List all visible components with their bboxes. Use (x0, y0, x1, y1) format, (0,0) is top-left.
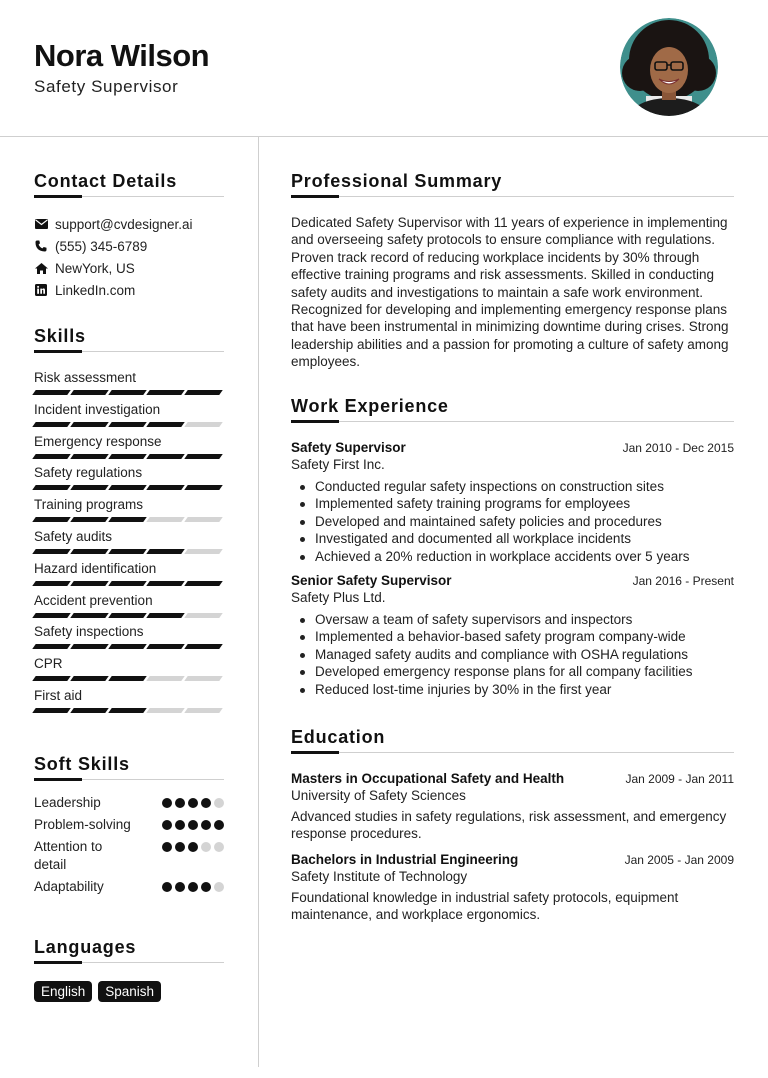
skill-level-bar (34, 644, 224, 649)
skill-level-segment (108, 613, 147, 618)
skill-level-segment (70, 390, 109, 395)
soft-skill-item (34, 878, 224, 896)
skill-level-segment (70, 613, 109, 618)
skill-level-segment (70, 581, 109, 586)
list-item: Managed safety audits and compliance with OSHA regulations (291, 646, 734, 663)
skill-item (34, 653, 224, 685)
skill-level-segment (70, 708, 109, 713)
skill-name: Safety inspections (34, 624, 144, 640)
contact-linkedin-text: LinkedIn.com (55, 282, 136, 298)
rating-dot (175, 882, 185, 892)
skill-item (34, 526, 224, 558)
experience-section (291, 396, 734, 698)
soft-skill-name: Leadership (34, 795, 101, 810)
skill-level-bar (34, 422, 224, 427)
section-rule (34, 196, 224, 197)
skill-level-segment (70, 644, 109, 649)
skill-level-segment (32, 485, 71, 490)
education-dates: Jan 2009 - Jan 2011 (625, 772, 734, 786)
rating-dot (201, 820, 211, 830)
skill-level-segment (108, 676, 147, 681)
skill-level-segment (70, 454, 109, 459)
summary-heading: Professional Summary (291, 171, 503, 191)
contact-heading: Contact Details (34, 171, 178, 191)
skill-level-segment (146, 454, 185, 459)
candidate-title: Safety Supervisor (34, 77, 179, 96)
profile-photo (620, 18, 718, 116)
skill-level-segment (32, 581, 71, 586)
skill-level-segment (108, 517, 147, 522)
skill-level-segment (32, 613, 71, 618)
rating-dot (214, 820, 224, 830)
rating-dot (214, 798, 224, 808)
skill-level-segment (32, 390, 71, 395)
summary-section (291, 171, 734, 371)
rating-dot (162, 820, 172, 830)
skill-level-segment (108, 581, 147, 586)
rating-dot (175, 798, 185, 808)
skill-level-segment (32, 676, 71, 681)
skill-level-segment (32, 549, 71, 554)
skill-name: Risk assessment (34, 370, 137, 385)
list-item: Implemented a behavior-based safety program company-wide (291, 628, 734, 645)
linkedin-icon (34, 283, 48, 297)
skills-heading: Skills (34, 326, 86, 346)
skill-level-segment (184, 454, 223, 459)
skill-level-segment (108, 549, 147, 554)
skill-level-segment (108, 390, 147, 395)
contact-phone[interactable] (34, 235, 224, 257)
skill-level-segment (146, 517, 185, 522)
job-dates: Jan 2010 - Dec 2015 (622, 441, 734, 455)
skill-level-segment (70, 549, 109, 554)
skill-level-segment (32, 644, 71, 649)
experience-heading: Work Experience (291, 396, 449, 416)
skill-name: CPR (34, 656, 63, 672)
skill-level-segment (184, 390, 223, 395)
skill-level-segment (108, 454, 147, 459)
skill-level-segment (146, 390, 185, 395)
education-entry (291, 771, 734, 843)
skill-level-bar (34, 581, 224, 586)
skill-level-segment (108, 708, 147, 713)
skill-item (34, 494, 224, 526)
skills-section (34, 326, 224, 717)
summary-text: Dedicated Safety Supervisor with 11 years of experience in implementing and overseeing safety protocols to ensure compliance with regulations. Proven track record of reducing workplace incidents by 30% through effective training programs and risk assessments. Skilled in conducting safety audits and investigations to maintain a safe work environment. Recognized for developing and implementing emergency response plans that have been instrumental in minimizing downtime during crises. Strong leadership abilities and a passion for promoting a culture of safety among employees. (291, 215, 729, 370)
skill-item (34, 621, 224, 653)
job-entry (291, 573, 734, 698)
job-dates: Jan 2016 - Present (632, 574, 734, 589)
skill-name: Safety audits (34, 528, 113, 544)
soft-skill-item (34, 816, 224, 834)
soft-skill-item (34, 838, 224, 874)
contact-email-text: support@cvdesigner.ai (55, 216, 193, 232)
rating-dot (175, 842, 185, 852)
skill-level-segment (70, 676, 109, 681)
skill-level-bar (34, 517, 224, 522)
job-title: Senior Safety Supervisor (291, 573, 452, 589)
skill-level-bar (34, 676, 224, 681)
rating-dot (188, 798, 198, 808)
candidate-name: Nora Wilson (34, 38, 210, 73)
education-description: Foundational knowledge in industrial safety protocols, equipment maintenance, and workplace ergonomics. (291, 889, 679, 923)
home-icon (34, 261, 48, 275)
skill-level-segment (146, 708, 185, 713)
skill-level-segment (70, 485, 109, 490)
list-item: Investigated and documented all workplace incidents (291, 530, 734, 547)
school-name: University of Safety Sciences (291, 788, 466, 803)
skill-level-segment (146, 676, 185, 681)
contact-location (34, 257, 224, 279)
skill-name: Training programs (34, 497, 144, 513)
skill-level-segment (32, 517, 71, 522)
section-rule (291, 752, 734, 753)
skill-item (34, 558, 224, 590)
skill-level-segment (32, 454, 71, 459)
skill-item (34, 431, 224, 463)
section-rule (34, 351, 224, 352)
list-item: Developed and maintained safety policies and procedures (291, 513, 734, 530)
soft-skill-rating (162, 838, 224, 852)
education-heading: Education (291, 727, 386, 747)
skill-level-segment (184, 485, 223, 490)
skill-level-segment (70, 422, 109, 427)
contact-phone-text: (555) 345-6789 (55, 238, 148, 254)
rating-dot (188, 882, 198, 892)
list-item: Achieved a 20% reduction in workplace accidents over 5 years (291, 548, 734, 565)
envelope-icon (34, 217, 48, 231)
school-name: Safety Institute of Technology (291, 868, 468, 884)
skill-name: Emergency response (34, 433, 162, 449)
languages-heading: Languages (34, 937, 137, 957)
contact-location-text: NewYork, US (55, 260, 135, 276)
language-badge: English (34, 981, 92, 1002)
skill-item (34, 590, 224, 622)
skill-name: Incident investigation (34, 401, 161, 417)
skill-name: First aid (34, 687, 83, 703)
rating-dot (214, 842, 224, 852)
skill-level-segment (108, 422, 147, 427)
education-entry (291, 852, 734, 924)
rating-dot (162, 882, 172, 892)
skill-level-bar (34, 549, 224, 554)
contact-section (34, 171, 224, 301)
skill-level-segment (146, 613, 185, 618)
soft-skills-list (34, 794, 224, 896)
skill-level-bar (34, 454, 224, 459)
section-rule (291, 196, 734, 197)
rating-dot (201, 882, 211, 892)
languages-section (34, 937, 224, 1002)
skill-level-segment (184, 613, 223, 618)
resume-header (0, 0, 768, 137)
phone-icon (34, 239, 48, 253)
rating-dot (162, 842, 172, 852)
column-divider (258, 137, 259, 1067)
rating-dot (188, 820, 198, 830)
skill-name: Safety regulations (34, 465, 143, 481)
soft-skill-rating (162, 878, 224, 892)
skills-list (34, 367, 224, 717)
soft-skill-rating (162, 816, 224, 830)
skill-item (34, 462, 224, 494)
education-description: Advanced studies in safety regulations, risk assessment, and emergency response procedures. (291, 809, 727, 842)
soft-skills-heading: Soft Skills (34, 754, 130, 774)
skill-level-segment (146, 549, 185, 554)
skill-level-segment (146, 581, 185, 586)
skill-item (34, 399, 224, 431)
soft-skill-item (34, 794, 224, 812)
soft-skill-name: Problem-solving (34, 817, 131, 832)
skill-level-bar (34, 708, 224, 713)
language-badge: Spanish (98, 981, 161, 1002)
skill-item (34, 685, 224, 717)
skill-name: Hazard identification (34, 560, 157, 576)
job-bullets (291, 611, 734, 698)
list-item: Conducted regular safety inspections on construction sites (291, 478, 734, 495)
list-item: Oversaw a team of safety supervisors and inspectors (291, 611, 734, 628)
rating-dot (201, 842, 211, 852)
list-item: Implemented safety training programs for employees (291, 495, 734, 512)
education-section (291, 727, 734, 924)
skill-name: Accident prevention (34, 592, 153, 608)
skill-level-segment (184, 422, 223, 427)
soft-skills-section (34, 754, 224, 900)
rating-dot (188, 842, 198, 852)
skill-level-bar (34, 485, 224, 490)
rating-dot (214, 882, 224, 892)
soft-skill-rating (162, 794, 224, 808)
rating-dot (162, 798, 172, 808)
skill-level-segment (146, 422, 185, 427)
job-bullets (291, 478, 734, 565)
education-dates: Jan 2005 - Jan 2009 (624, 852, 734, 867)
contact-linkedin[interactable] (34, 279, 224, 301)
skill-level-segment (108, 644, 147, 649)
skill-level-segment (146, 485, 185, 490)
section-rule (291, 421, 734, 422)
job-company: Safety Plus Ltd. (291, 590, 386, 606)
degree-title: Masters in Occupational Safety and Health (291, 771, 565, 786)
contact-email[interactable] (34, 213, 224, 235)
skill-level-segment (184, 517, 223, 522)
skill-level-segment (184, 644, 223, 649)
skill-item (34, 367, 224, 399)
skill-level-segment (32, 708, 71, 713)
job-title: Safety Supervisor (291, 440, 406, 455)
soft-skill-name: Attention to detail (34, 839, 103, 872)
skill-level-segment (184, 581, 223, 586)
section-rule (34, 779, 224, 780)
list-item: Reduced lost-time injuries by 30% in the first year (291, 681, 734, 698)
job-company: Safety First Inc. (291, 457, 385, 472)
skill-level-segment (184, 708, 223, 713)
rating-dot (201, 798, 211, 808)
rating-dot (175, 820, 185, 830)
skill-level-segment (70, 517, 109, 522)
skill-level-segment (108, 485, 147, 490)
skill-level-segment (32, 422, 71, 427)
list-item: Developed emergency response plans for all company facilities (291, 663, 734, 680)
skill-level-bar (34, 613, 224, 618)
degree-title: Bachelors in Industrial Engineering (291, 851, 519, 867)
skill-level-segment (146, 644, 185, 649)
job-entry (291, 440, 734, 565)
section-rule (34, 962, 224, 963)
skill-level-bar (34, 390, 224, 395)
soft-skill-name: Adaptability (34, 879, 104, 894)
skill-level-segment (184, 549, 223, 554)
skill-level-segment (184, 676, 223, 681)
